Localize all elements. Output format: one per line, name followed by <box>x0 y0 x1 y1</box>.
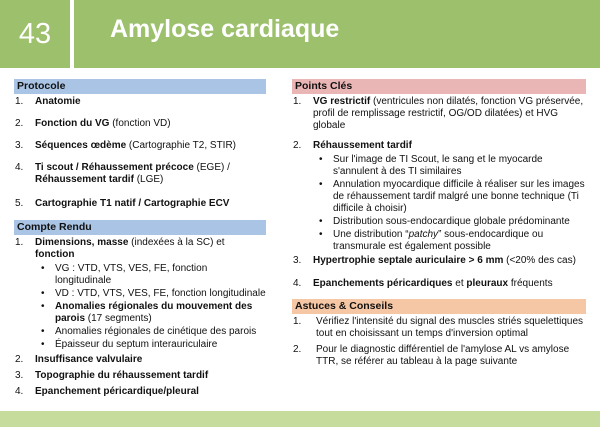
list-item: 2. Fonction du VG (fonction VD) <box>15 118 171 129</box>
astuces-list <box>292 316 586 368</box>
list-item: • Anomalies régionales du mouvement des parois (17 segments) <box>41 301 253 324</box>
header-bar <box>0 0 600 68</box>
list-item: 4. Ti scout / Réhaussement précoce (EGE) / Réhaussement tardif (LGE) <box>15 162 230 185</box>
protocole-list <box>14 96 266 210</box>
list-item: 4. Epanchements péricardiques et pleuraux fréquents <box>293 278 553 289</box>
list-item: 1. Anatomie <box>15 96 81 107</box>
right-column <box>292 79 586 368</box>
list-item: 3. Hypertrophie septale auriculaire > 6 mm (<20% des cas) <box>293 255 576 266</box>
sub-list <box>35 263 266 351</box>
compte-rendu-list <box>14 237 266 398</box>
page-number: 43 <box>18 18 52 50</box>
list-item: 1. Vérifiez l'intensité du signal des muscles striés squelettiques tout en choisissant un temps d'inversion optimal <box>293 316 584 339</box>
astuces-heading: Astuces & Conseils <box>292 299 586 314</box>
list-item: 1. Dimensions, masse (indexées à la SC) et fonction • VG : VTD, VTS, VES, FE, fonction longitudinale • VD : VTD, VTS, VES, FE, fonction longitudinale • Anomalies régionales du mouvement des parois (17 segments) • Anomalies régionales de cinétique des parois • Épaisseur du septum interauriculaire <box>15 237 266 350</box>
list-item: • Anomalies régionales de cinétique des parois <box>41 326 257 337</box>
list-item: • Annulation myocardique difficile à réaliser sur les images de réhaussement tardif malgré une bonne technique (Ti difficile à choisir) <box>319 179 585 214</box>
list-item: 1. VG restrictif (ventricules non dilatés, fonction VG préservée, profil de remplissage restrictif, OG/OD dilatées) et HVG globale <box>293 96 584 131</box>
list-item: • Une distribution “patchy” sous-endocardique ou transmurale est également possible <box>319 229 544 252</box>
page-title: Amylose cardiaque <box>110 15 340 43</box>
list-item: • VG : VTD, VTS, VES, FE, fonction longitudinale <box>41 263 208 286</box>
list-item: 4. Epanchement péricardique/pleural <box>15 386 199 397</box>
list-item: • Distribution sous-endocardique globale prédominante <box>319 216 570 227</box>
list-item: • Épaisseur du septum interauriculaire <box>41 339 218 350</box>
points-cles-list <box>292 96 586 290</box>
list-item: • Sur l'image de TI Scout, le sang et le myocarde s'annulent à des TI similaires <box>319 154 543 177</box>
left-column <box>14 79 266 398</box>
footer-bar <box>0 411 600 427</box>
compte-rendu-heading: Compte Rendu <box>14 220 266 235</box>
protocole-heading: Protocole <box>14 79 266 94</box>
sub-list <box>313 154 586 253</box>
points-cles-heading: Points Clés <box>292 79 586 94</box>
list-item: 5. Cartographie T1 natif / Cartographie ECV <box>15 198 230 209</box>
list-item: 2. Réhaussement tardif • Sur l'image de TI Scout, le sang et le myocarde s'annulent à des TI similaires • Annulation myocardique difficile à réaliser sur les images de réhaussement tardif malgré une bonne technique (Ti difficile à choisir) • Distribution sous-endocardique globale prédominante • Une distribution “patchy” sous-endocardique ou transmurale est également possible <box>293 140 585 252</box>
list-item: 2. Insuffisance valvulaire <box>15 354 143 365</box>
list-item: 2. Pour le diagnostic différentiel de l'amylose AL vs amylose TTR, se référer au tableau à la page suivante <box>293 344 570 367</box>
list-item: 3. Séquences œdème (Cartographie T2, STIR) <box>15 140 237 151</box>
list-item: • VD : VTD, VTS, VES, FE, fonction longitudinale <box>41 288 266 299</box>
header-divider <box>70 0 74 68</box>
list-item: 3. Topographie du réhaussement tardif <box>15 370 209 381</box>
